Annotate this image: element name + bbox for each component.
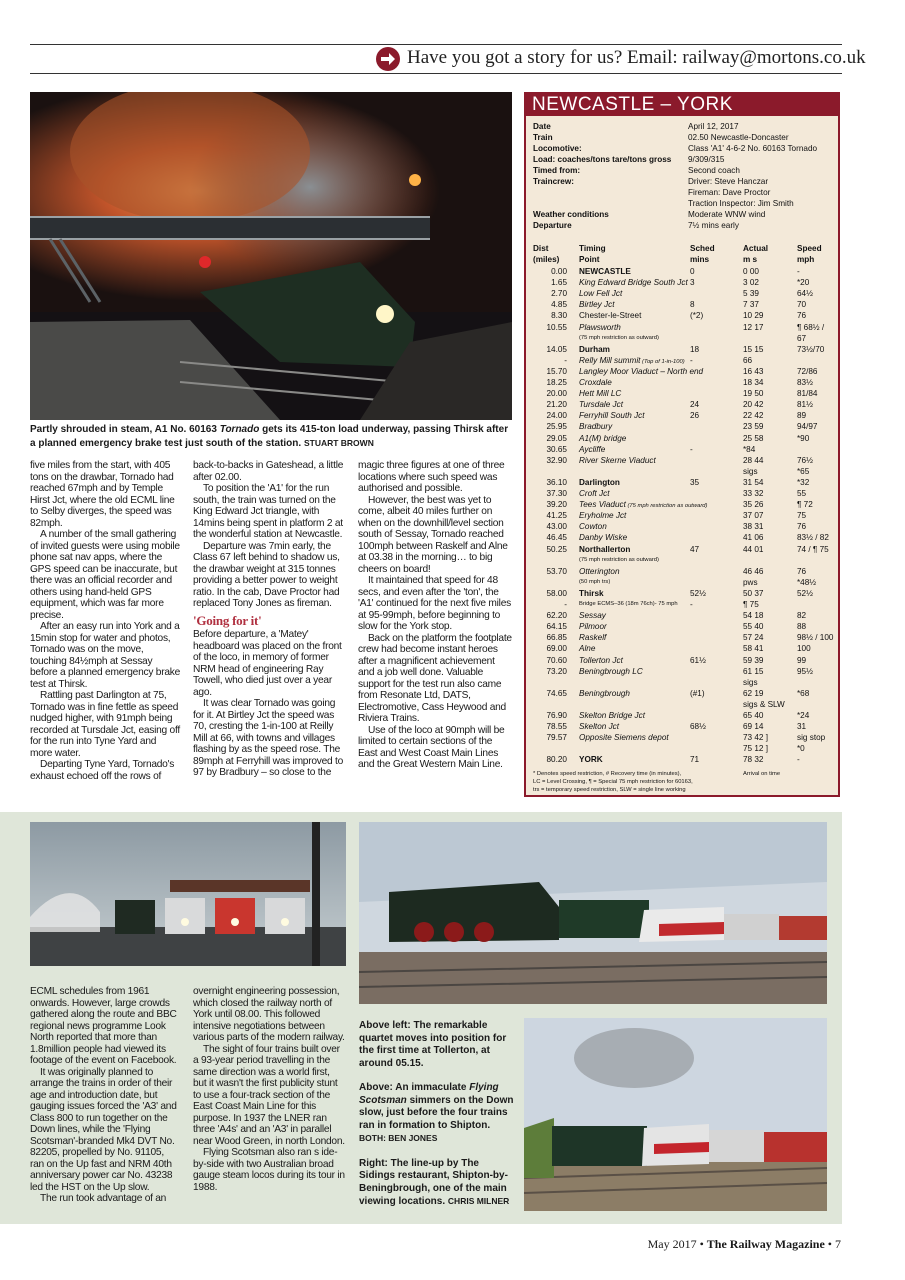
row-timing-point: Pilmoor (579, 622, 607, 632)
header-story-email: Have you got a story for us? Email: railway@mortons.co.uk (407, 47, 866, 68)
paragraph: It was clear Tornado was going for it. At Birtley Jct the speed was 70, cresting the 1-in-100 at Reilly Mill at 66, with towns and villages flashing by as the speed rose. The 89mph at Ferryhill was improved to 97 by Bradbury – so close to the (193, 698, 344, 778)
paragraph: After an easy run into York and a 15min stop for water and photos, Tornado was on the move, touching 84½mph at Sessay before a planned emergency brake test at Thirsk. (30, 621, 181, 690)
row-timing-point: Ferryhill South Jct (579, 411, 645, 421)
row-distance: 76.90 (546, 711, 567, 720)
row-speed: *0 (797, 744, 805, 754)
row-speed: *68 (797, 688, 810, 698)
photo-credit: STUART BROWN (303, 437, 374, 448)
row-scheduled: 24 (690, 400, 700, 410)
row-actual: 59 39 (743, 655, 764, 665)
row-speed: 74 / ¶ 75 (797, 544, 829, 554)
row-speed: - (797, 755, 800, 765)
row-distance: 21.20 (546, 400, 567, 410)
row-distance: 32.90 (546, 455, 567, 465)
row-timing-point: (75 mph restriction as outward) (579, 556, 659, 563)
row-actual: 33 32 (743, 489, 764, 498)
row-timing-point: Tollerton Jct (579, 655, 623, 665)
table-header-cell: m s (743, 255, 758, 264)
row-timing-point: Beningbrough (579, 688, 630, 698)
meta-value: Class 'A1' 4-6-2 No. 60163 Tornado (688, 144, 818, 153)
row-speed: 89 (797, 411, 807, 421)
article-column-2 (193, 460, 345, 779)
row-timing-point: Croxdale (579, 378, 612, 387)
meta-value: Driver: Steve Hanczar (688, 177, 769, 186)
meta-value: Moderate WNW wind (688, 210, 766, 219)
row-actual: sigs (743, 677, 758, 687)
row-speed: ¶ 68½ / (797, 322, 825, 332)
row-speed: *90 (797, 433, 810, 443)
paragraph: Departing Tyne Yard, Tornado's exhaust echoed off the rows of (30, 759, 175, 782)
row-speed: 82 (797, 611, 807, 621)
row-actual: 38 31 (743, 522, 764, 532)
row-speed: 81/84 (797, 389, 818, 399)
row-actual: 16 43 (743, 366, 764, 376)
row-actual: 65 40 (743, 711, 764, 720)
caption-above-left: Above left: The remarkable quartet moves into position for the first time at Tollerton, at around 05.15. (359, 1020, 507, 1069)
photo-flying-scotsman-down-slow (359, 822, 827, 1004)
table-header-cell: mph (797, 255, 815, 264)
row-actual: 31 54 (743, 477, 764, 487)
paragraph: It was originally planned to arrange the trains in order of their age and introduction date, but gauging issues forced the 'A3' and Class 800 to run together on the Down lines, while the 'Flying Scotsman'-branded Mk4 DVT No. 82205, propelled by No. 91105, ran on the Up fast and NRM 40th anniversary power car No. 43238 led the HST on the Up slow. (30, 1066, 177, 1193)
meta-key: Train (533, 133, 553, 142)
arrival-note: Arrival on time (743, 771, 781, 777)
row-distance: 78.55 (546, 722, 567, 732)
meta-key: Timed from: (533, 166, 581, 175)
row-timing-point: Hett Mill LC (579, 389, 622, 399)
paragraph: magic three figures at one of three locations where such speed was authorised and possible. (358, 460, 505, 494)
row-actual: sigs (743, 466, 758, 476)
paragraph: Rattling past Darlington at 75, Tornado was in fine fettle as speed nudged higher, with 91mph being recorded at Tursdale Jct, easing off for the run into Tyne Yard and more water. (30, 690, 180, 759)
row-actual: 5 39 (743, 289, 759, 299)
row-timing-point: Croft Jct (579, 489, 610, 498)
row-distance: 74.65 (546, 688, 567, 698)
row-speed: 88 (797, 622, 807, 632)
row-timing-point: Alne (579, 644, 596, 654)
row-scheduled: 52½ (690, 588, 706, 598)
row-timing-point: Darlington (579, 477, 620, 487)
row-speed: 98½ / 100 (797, 633, 834, 643)
row-timing-point: A1(M) bridge (579, 433, 627, 443)
lower-column-1 (30, 986, 180, 1205)
paragraph: However, the best was yet to come, albeit 40 miles further on when on the downhill/level section south of Sessay, Tornado reached 100mph between Raskelf and Alne at 03.38 in the morning… to big cheers on board! (358, 494, 508, 575)
row-distance: 20.00 (546, 389, 567, 399)
row-timing-point: Sessay (579, 611, 606, 621)
row-distance: 4.85 (551, 300, 567, 310)
row-timing-point: Bradbury (579, 422, 613, 432)
row-timing-point: Birtley Jct (579, 300, 615, 310)
row-speed: 81½ (797, 400, 813, 410)
row-actual: 12 17 (743, 322, 764, 332)
row-speed: 70 (797, 300, 807, 310)
row-distance: 36.10 (546, 477, 567, 487)
row-scheduled: (#1) (690, 688, 705, 698)
paragraph: Departure was 7min early, the Class 67 left behind to shadow us, the drawbar weight at 315 tonnes providing a better power to weight ratio. In the cab, Dave Proctor had replaced Tony Jones as fireman. (193, 540, 340, 609)
row-timing-point: River Skerne Viaduct (579, 455, 656, 465)
row-distance: 15.70 (546, 366, 567, 376)
row-scheduled: 26 (690, 411, 700, 421)
photo-quartet-tollerton (30, 822, 346, 966)
row-actual: 66 (743, 355, 753, 365)
row-distance: 80.20 (546, 755, 567, 765)
table-header-cell: Speed (797, 244, 822, 253)
row-distance: 79.57 (546, 733, 567, 743)
row-speed: *65 (797, 466, 810, 476)
article-column-3 (358, 460, 512, 771)
row-scheduled: 3 (690, 278, 695, 288)
meta-key: Date (533, 122, 551, 131)
meta-value: 9/309/315 (688, 155, 725, 164)
row-actual: 57 24 (743, 633, 764, 643)
row-speed: 76½ (797, 455, 813, 465)
row-actual: 78 32 (743, 755, 764, 765)
row-speed: 83½ / 82 (797, 533, 829, 543)
row-distance: 58.00 (546, 588, 567, 598)
meta-key: Load: coaches/tons tare/tons gross (533, 155, 672, 164)
row-timing-point: (75 mph restriction as outward) (579, 334, 659, 341)
row-timing-point: Aycliffe (579, 444, 606, 454)
row-distance: 50.25 (546, 544, 567, 554)
subheading-going-for-it: 'Going for it' (193, 612, 262, 628)
paragraph: five miles from the start, with 405 tons on the drawbar, Tornado had reached 67mph and by Temple Hirst Jct, where the old ECML line to Selby diverges, the speed was 82mph. (30, 460, 175, 529)
row-timing-point: Otterington (579, 566, 620, 576)
article-column-1 (30, 460, 180, 782)
row-speed: 67 (797, 333, 807, 343)
row-speed: 72/86 (797, 366, 818, 376)
lower-column-2 (193, 986, 345, 1193)
row-scheduled: 47 (690, 544, 700, 554)
row-timing-note: (Top of 1-in-100) (640, 358, 685, 365)
paragraph: To position the 'A1' for the run south, the train was turned on the King Edward Jct triangle, with 14mins being spent in platform 2 at the wonderful station at Newcastle. (193, 483, 343, 540)
table-header-cell: Sched (690, 244, 715, 253)
row-timing-point: Opposite Siemens depot (579, 733, 669, 743)
row-distance: 1.65 (551, 278, 567, 288)
row-actual: 73 42 ] (743, 733, 769, 743)
table-header-cell: mins (690, 255, 710, 264)
row-speed: 52½ (797, 588, 813, 598)
main-photo-caption: Partly shrouded in steam, A1 No. 60163 Tornado gets its 415-ton load underway, passing Thirsk after a planned emergency brake test just south of the station. STUART BROWN (30, 424, 509, 449)
row-timing-point: Relly Mill summit (Top of 1-in-100) (579, 355, 685, 365)
row-scheduled: 8 (690, 300, 695, 310)
table-header-cell: Actual (743, 244, 769, 253)
meta-value: April 12, 2017 (688, 122, 739, 131)
row-timing-point: Plawsworth (579, 322, 621, 332)
row-speed: *32 (797, 477, 810, 487)
row-timing-point: NEWCASTLE (579, 267, 631, 276)
row-speed: 94/97 (797, 422, 818, 432)
row-timing-point: Chester-le-Street (579, 311, 642, 321)
page-footer: May 2017 • The Railway Magazine • 7 (647, 1237, 841, 1251)
row-timing-point: Cowton (579, 522, 607, 532)
row-distance: 14.05 (546, 344, 567, 354)
row-scheduled: 68½ (690, 722, 706, 732)
row-actual: 37 07 (743, 511, 764, 521)
paragraph: ECML schedules from 1961 onwards. However, large crowds gathered along the route and BBC regional news programme Look North reported that more than 1.8million people had viewed its footage of the event on Facebook. (30, 986, 177, 1066)
row-timing-point: Beningbrough LC (579, 666, 643, 676)
row-timing-point: YORK (579, 755, 603, 765)
row-distance: 70.60 (546, 655, 567, 665)
row-actual: 46 46 (743, 566, 764, 576)
caption-right: Right: The line-up by The Sidings restaurant, Shipton-by-Beningbrough, one of the main viewing locations. CHRIS MILNER (359, 1157, 510, 1207)
row-timing-point: Northallerton (579, 544, 631, 554)
row-actual: 22 42 (743, 411, 764, 421)
table-footnote: * Denotes speed restriction, # Recovery time (in minutes), (533, 771, 682, 777)
row-timing-point: Eryholme Jct (579, 511, 627, 521)
row-scheduled: 71 (690, 755, 700, 765)
row-scheduled: 61½ (690, 655, 706, 665)
meta-key: Locomotive: (533, 144, 582, 153)
paragraph: Back on the platform the footplate crew had become instant heroes after a magnificent achievement and a job well done. Valuable support for the test run also came from Resonate Ltd, DATS, Electromotive, Cass Heywood and Riviera Trains. (358, 632, 512, 724)
row-distance: 2.70 (551, 289, 567, 299)
row-actual: *84 (743, 444, 756, 454)
row-speed: ¶ 72 (797, 500, 813, 510)
row-actual: 58 41 (743, 644, 764, 654)
photo-tornado-thirsk (30, 92, 512, 420)
row-actual: 75 12 ] (743, 744, 769, 754)
row-distance: - (564, 355, 567, 365)
row-speed: 76 (797, 566, 807, 576)
row-timing-point: King Edward Bridge South Jct (579, 278, 688, 288)
paragraph: A number of the small gathering of invited guests were using mobile phone sat nav apps, where the GPS speed can be inaccurate, but there was an official recorder and others using hand-held GPS equipment, which was far more precise. (30, 529, 180, 621)
row-actual: 15 15 (743, 344, 764, 354)
paragraph: The sight of four trains built over a 93-year period travelling in the same direction was a world first, but it wasn't the first publicity stunt to use a four-track section of the East Coast Main Line for this purpose. In 1937 the LNER ran three 'A4s' and an 'A3' in parallel near Wood Green, in north London. (193, 1043, 345, 1147)
row-timing-point: Durham (579, 344, 610, 354)
row-actual: 23 59 (743, 422, 764, 432)
row-actual: 20 42 (743, 400, 764, 410)
row-scheduled: - (690, 600, 693, 609)
row-timing-point: Tursdale Jct (579, 400, 623, 410)
meta-key: Departure (533, 221, 572, 230)
paragraph: overnight engineering possession, which closed the railway north of York until 08.00. This followed intensive negotiations between various parts of the modern railway. (193, 986, 345, 1043)
row-timing-point: Thirsk (579, 588, 604, 598)
row-distance: 43.00 (546, 522, 567, 532)
row-distance: 53.70 (546, 566, 567, 576)
row-distance: 30.65 (546, 444, 567, 454)
header-rule-top (30, 44, 842, 45)
row-speed: 100 (797, 644, 811, 654)
row-speed: 99 (797, 655, 807, 665)
row-actual: 44 01 (743, 544, 764, 554)
paragraph: back-to-backs in Gateshead, a little after 02.00. (193, 460, 344, 483)
row-speed: 55 (797, 489, 807, 498)
row-timing-point: Danby Wiske (579, 533, 628, 543)
row-distance: 64.15 (546, 622, 567, 632)
row-distance: 29.05 (546, 433, 567, 443)
row-speed: *20 (797, 278, 810, 288)
row-scheduled: - (690, 355, 693, 365)
row-speed: 83½ (797, 378, 813, 387)
table-header-cell: Timing (579, 244, 606, 253)
row-distance: - (564, 600, 567, 609)
row-speed: *48½ (797, 577, 817, 587)
table-header-cell: Point (579, 255, 600, 264)
paragraph: Flying Scotsman also ran s ide-by-side with two Australian broad gauge steam locos during its tour in 1988. (193, 1147, 345, 1193)
row-distance: 39.20 (546, 500, 567, 510)
row-scheduled: - (690, 444, 693, 454)
row-actual: 7 37 (743, 300, 759, 310)
row-speed: 64½ (797, 289, 813, 299)
row-speed: *24 (797, 711, 810, 720)
header-rule-bottom (30, 73, 842, 74)
row-speed: 95½ (797, 666, 813, 676)
row-timing-point: Langley Moor Viaduct – North end (579, 366, 704, 376)
row-actual: 62 19 (743, 688, 764, 698)
row-actual: 19 50 (743, 389, 764, 399)
row-actual: 0 00 (743, 267, 759, 276)
row-distance: 18.25 (546, 378, 567, 387)
row-scheduled: (*2) (690, 311, 704, 321)
row-timing-point: Skelton Bridge Jct (579, 711, 645, 720)
photo-credit: CHRIS MILNER (447, 1196, 510, 1206)
row-speed: 31 (797, 722, 807, 732)
row-distance: 25.95 (546, 422, 567, 432)
row-timing-point: Low Fell Jct (579, 289, 623, 299)
row-distance: 0.00 (551, 267, 567, 276)
row-scheduled: 0 (690, 267, 695, 276)
row-actual: 35 26 (743, 500, 764, 510)
row-actual: 3 02 (743, 278, 759, 288)
row-actual: 25 58 (743, 433, 764, 443)
row-actual: 50 37 (743, 588, 764, 598)
row-distance: 73.20 (546, 666, 567, 676)
row-speed: 76 (797, 311, 807, 321)
row-speed: sig stop (797, 733, 826, 743)
row-distance: 66.85 (546, 633, 567, 643)
row-actual: 69 14 (743, 722, 764, 732)
table-header-cell: Dist (533, 244, 549, 253)
lower-captions (359, 1020, 514, 1209)
table-header-cell: (miles) (533, 255, 560, 264)
row-actual: 61 15 (743, 666, 764, 676)
meta-value: 7½ mins early (688, 221, 739, 230)
row-distance: 8.30 (551, 311, 567, 321)
meta-value: Fireman: Dave Proctor (688, 188, 771, 197)
row-actual: 54 18 (743, 611, 764, 621)
row-distance: 10.55 (546, 322, 567, 332)
meta-value: 02.50 Newcastle-Doncaster (688, 133, 789, 142)
row-distance: 41.25 (546, 511, 567, 521)
row-actual: ¶ 75 (743, 600, 759, 609)
paragraph: Before departure, a 'Matey' headboard was placed on the front of the loco, in memory of former NRM head of engineering Ray Towell, who died just over a year ago. (193, 629, 342, 698)
table-footnote: trs = temporary speed restriction, SLW = single line working (533, 787, 686, 793)
row-speed: 73½/70 (797, 344, 825, 354)
paragraph: It maintained that speed for 48 secs, and even after the 'ton', the 'A1' continued for the next five miles at 95-99mph, before beginning to slow for the York stop. (358, 575, 511, 632)
row-speed: - (797, 267, 800, 276)
paragraph: The run took advantage of an (40, 1193, 167, 1204)
row-distance: 62.20 (546, 611, 567, 621)
meta-value: Traction Inspector: Jim Smith (688, 199, 794, 208)
meta-key: Traincrew: (533, 177, 574, 186)
row-distance: 69.00 (546, 644, 567, 654)
row-speed: 76 (797, 522, 807, 532)
paragraph: Use of the loco at 90mph will be limited to certain sections of the East and West Coast Main Lines and the Great Western Main Line. (358, 724, 505, 770)
row-actual: pws (743, 577, 758, 587)
arrow-right-icon (376, 47, 400, 71)
table-footnote: LC = Level Crossing, ¶ = Special 75 mph restriction for 60163, (533, 779, 693, 785)
row-scheduled: 35 (690, 477, 700, 487)
row-actual: sigs & SLW (743, 699, 785, 709)
row-actual: 41 06 (743, 533, 764, 543)
row-distance: 37.30 (546, 489, 567, 498)
timing-table-title: NEWCASTLE – YORK (526, 94, 838, 116)
photo-lineup-shipton (524, 1018, 827, 1211)
row-timing-point: Tees Viaduct (75 mph restriction as outward) (579, 500, 708, 510)
row-actual: 28 44 (743, 455, 764, 465)
row-actual: 55 40 (743, 622, 764, 632)
row-distance: 24.00 (546, 411, 567, 421)
meta-value: Second coach (688, 166, 740, 175)
row-timing-note: (75 mph restriction as outward) (625, 503, 708, 510)
row-speed: 75 (797, 511, 807, 521)
photo-credit: BOTH: BEN JONES (359, 1133, 438, 1143)
row-actual: 10 29 (743, 311, 764, 321)
row-scheduled: 18 (690, 344, 700, 354)
row-distance: 46.45 (546, 533, 567, 543)
caption-above: Above: An immaculate Flying Scotsman simmers on the Down slow, just before the four trains ran in formation to Shipton. BOTH: BEN JONES (359, 1082, 514, 1143)
row-timing-point: Skelton Jct (579, 722, 620, 732)
row-timing-point: Bridge ECMS–36 (18m 76ch)- 75 mph (579, 601, 678, 607)
row-timing-point: (50 mph trs) (579, 578, 611, 585)
row-timing-point: Raskelf (579, 633, 607, 643)
row-actual: 18 34 (743, 378, 764, 387)
meta-key: Weather conditions (533, 210, 609, 219)
